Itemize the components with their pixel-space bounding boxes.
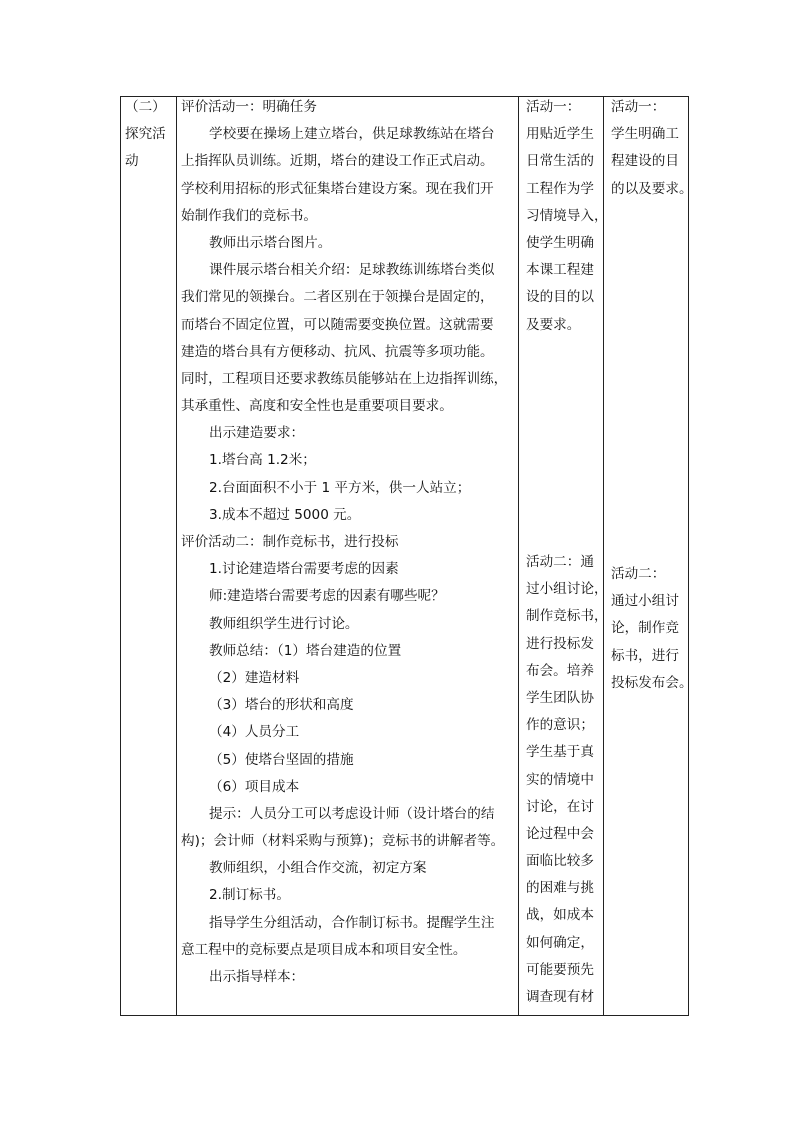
paragraph-line: 2.制订标书。 [209,887,290,904]
requirement-item: 3.成本不超过 5000 元。 [209,506,361,523]
design-intent-line: 过小组讨论， [526,581,608,598]
design-intent-line: 活动二：通 [526,554,594,570]
design-intent-line: 本课工程建 [526,262,594,279]
evaluation-line: 程建设的目 [611,153,679,170]
evaluation-line: 活动一： [611,99,666,115]
design-intent-line: 制作竞标书， [526,608,608,625]
evaluation-line: 标书，进行 [611,647,679,664]
design-intent-line: 布会。培养 [526,662,594,679]
design-intent-line: 实的情境中 [526,771,594,788]
paragraph-line: 提示：人员分工可以考虑设计师（设计塔台的结 [209,805,495,822]
evaluation-line: 通过小组讨 [611,593,679,610]
paragraph-line: 意工程中的竞标要点是项目成本和项目安全性。 [181,941,467,958]
content-column [177,97,519,1015]
evaluation-column [604,97,693,1015]
activity2-title: 评价活动二：制作竞标书，进行投标 [181,534,399,550]
design-intent-line: 及要求。 [526,316,581,333]
paragraph-line: 始制作我们的竞标书。 [181,207,317,224]
design-intent-line: 习情境导入， [526,207,608,224]
activity1-title: 评价活动一：明确任务 [181,99,317,115]
evaluation-line: 学生明确工 [611,126,679,143]
requirements-title: 出示建造要求： [209,425,305,442]
evaluation-line: 论，制作竞 [611,620,679,637]
lesson-plan-table [120,96,693,1016]
paragraph-line: 我们常见的领操台。二者区别在于领操台是固定的， [181,289,494,306]
paragraph-line: 教师组织学生进行讨论。 [209,615,359,632]
design-intent-line: 如何确定， [526,934,594,951]
design-intent-line: 战，如成本 [526,907,594,924]
section-number: （二） [125,99,166,115]
factor-item: （6）项目成本 [209,778,300,795]
design-intent-line: 进行投标发 [526,635,594,652]
design-intent-line: 的困难与挑 [526,880,594,897]
paragraph-line: 其承重性、高度和安全性也是重要项目要求。 [181,398,453,415]
design-intent-line: 论过程中会 [526,825,594,842]
section-title-line: 探究活 [125,126,166,143]
paragraph-line: 学校利用招标的形式征集塔台建设方案。现在我们开 [181,180,494,197]
design-intent-line: 用贴近学生 [526,126,594,143]
paragraph-line: 而塔台不固定位置，可以随需要变换位置。这就需要 [181,316,494,333]
design-intent-line: 面临比较多 [526,853,594,870]
evaluation-line: 活动二： [611,566,666,582]
requirement-item: 1.塔台高 1.2米； [209,452,316,469]
paragraph-line: 1.讨论建造塔台需要考虑的因素 [209,561,399,578]
paragraph-line: 同时，工程项目还要求教练员能够站在上边指挥训练， [181,370,508,387]
paragraph-line: 构)；会计师（材料采购与预算)；竞标书的讲解者等。 [181,833,505,850]
paragraph-line: 课件展示塔台相关介绍：足球教练训练塔台类似 [209,262,495,279]
requirement-item: 2.台面面积不小于 1 平方米，供一人站立； [209,479,471,496]
design-intent-line: 活动一： [526,99,581,115]
factor-item: （5）使塔台坚固的措施 [209,751,354,768]
design-intent-column [519,97,608,1015]
design-intent-line: 调查现有材 [526,989,594,1005]
factor-item: （3）塔台的形状和高度 [209,697,354,714]
paragraph-line: 上指挥队员训练。近期，塔台的建设工作正式启动。 [181,153,494,170]
section-title-line: 动 [125,153,139,170]
paragraph-line: 出示指导样本： [209,969,305,985]
paragraph-line: 指导学生分组活动，合作制订标书。提醒学生注 [209,914,495,931]
design-intent-line: 学生团队协 [526,689,594,706]
design-intent-line: 可能要预先 [526,961,594,978]
factor-item: （4）人员分工 [209,724,300,741]
design-intent-line: 讨论，在讨 [526,798,594,815]
paragraph-line: 教师出示塔台图片。 [209,234,332,251]
design-intent-line: 作的意识； [526,717,594,734]
section-column [121,97,177,1015]
evaluation-line: 的以及要求。 [611,180,693,197]
design-intent-line: 使学生明确 [526,234,594,251]
design-intent-line: 设的目的以 [526,289,594,306]
paragraph-line: 教师总结：（1）塔台建造的位置 [209,642,402,659]
factor-item: （2）建造材料 [209,669,300,686]
paragraph-line: 教师组织，小组合作交流，初定方案 [209,860,427,877]
paragraph-line: 师:建造塔台需要考虑的因素有哪些呢？ [209,588,445,605]
design-intent-line: 日常生活的 [526,153,594,170]
paragraph-line: 建造的塔台具有方便移动、抗风、抗震等多项功能。 [181,343,494,360]
design-intent-line: 学生基于真 [526,744,594,761]
design-intent-line: 工程作为学 [526,180,594,197]
paragraph-line: 学校要在操场上建立塔台，供足球教练站在塔台 [209,126,495,143]
evaluation-line: 投标发布会。 [611,674,693,691]
